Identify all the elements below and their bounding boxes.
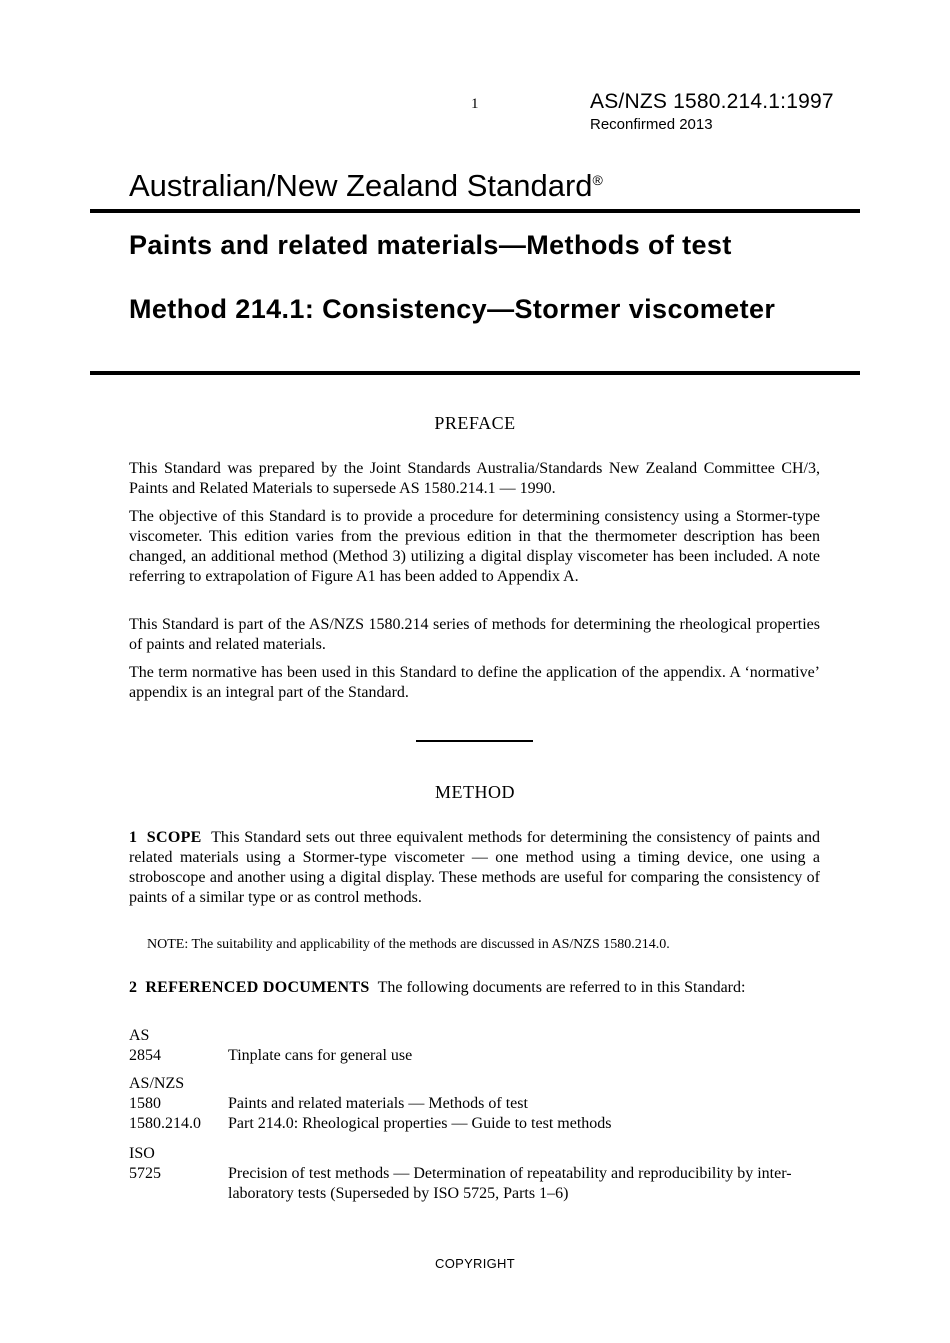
standard-id: AS/NZS 1580.214.1:1997	[590, 90, 834, 113]
copyright-footer: COPYRIGHT	[435, 1256, 515, 1271]
method-heading: METHOD	[435, 782, 515, 802]
referenced-documents-clause	[129, 978, 820, 998]
reference-code: 1580	[129, 1095, 161, 1112]
reference-row	[129, 1164, 820, 1204]
standard-series-title	[129, 168, 603, 204]
referenced-title: REFERENCED DOCUMENTS	[145, 979, 370, 996]
reconfirmed-note: Reconfirmed 2013	[590, 116, 713, 133]
reference-title: Precision of test methods — Determination of repeatability and reproducibility by inter-laboratory tests (Superseded by ISO 5725, Parts 1–6)	[228, 1165, 792, 1202]
reference-group-label: ISO	[129, 1145, 155, 1162]
reference-code: 5725	[129, 1165, 161, 1182]
title-rule-bottom	[90, 371, 860, 375]
reference-title: Tinplate cans for general use	[228, 1047, 413, 1064]
reference-row	[129, 1094, 820, 1114]
series-text: Australian/New Zealand Standard	[129, 168, 593, 203]
referenced-intro: The following documents are referred to in this Standard:	[377, 979, 746, 996]
scope-text: This Standard sets out three equivalent methods for determining the consistency of paints and related materials using a Stormer-type viscometer — one method using a timing device, one using a stroboscope and another using a digital display. These methods are useful for comparing the consistency of paints of a similar type or as control methods.	[129, 829, 821, 906]
referenced-number: 2	[129, 979, 138, 996]
reference-group-iso	[129, 1144, 820, 1204]
preface-paragraph-3: This Standard is part of the AS/NZS 1580.214 series of methods for determining the rheological properties of paints and related materials.	[129, 616, 820, 653]
reference-row	[129, 1114, 820, 1134]
reference-title: Part 214.0: Rheological properties — Guide to test methods	[228, 1115, 612, 1132]
preface-heading: PREFACE	[434, 413, 516, 433]
reference-code: 2854	[129, 1047, 161, 1064]
document-title: Paints and related materials—Methods of test	[129, 230, 732, 260]
scope-number: 1	[129, 829, 138, 846]
page-number: 1	[471, 96, 479, 112]
section-divider	[416, 740, 533, 742]
reference-group-as	[129, 1026, 820, 1066]
preface-paragraph-1: This Standard was prepared by the Joint Standards Australia/Standards New Zealand Committee CH/3, Paints and Related Materials to supersede AS 1580.214.1 — 1990.	[129, 460, 820, 497]
document-subtitle: Method 214.1: Consistency—Stormer viscometer	[129, 294, 776, 324]
reference-row	[129, 1046, 820, 1066]
scope-title: SCOPE	[146, 829, 202, 846]
registered-mark: ®	[592, 172, 603, 188]
reference-code: 1580.214.0	[129, 1115, 201, 1132]
preface-paragraph-2: The objective of this Standard is to provide a procedure for determining consistency using a Stormer-type viscometer. This edition varies from the previous edition in that the thermometer description has been changed, an additional method (Method 3) utilizing a digital display viscometer has been included. A note referring to extrapolation of Figure A1 has been added to Appendix A.	[129, 508, 820, 585]
preface-paragraph-4: The term normative has been used in this Standard to define the application of the appendix. A ‘normative’ appendix is an integral part of the Standard.	[129, 664, 820, 701]
reference-group-label: AS/NZS	[129, 1075, 185, 1092]
title-rule-top	[90, 209, 860, 213]
reference-group-label: AS	[129, 1027, 150, 1044]
scope-note: NOTE: The suitability and applicability of the methods are discussed in AS/NZS 1580.214.0.	[147, 937, 670, 952]
reference-title: Paints and related materials — Methods of test	[228, 1095, 528, 1112]
reference-group-as-nzs	[129, 1074, 820, 1134]
scope-clause	[129, 828, 820, 908]
